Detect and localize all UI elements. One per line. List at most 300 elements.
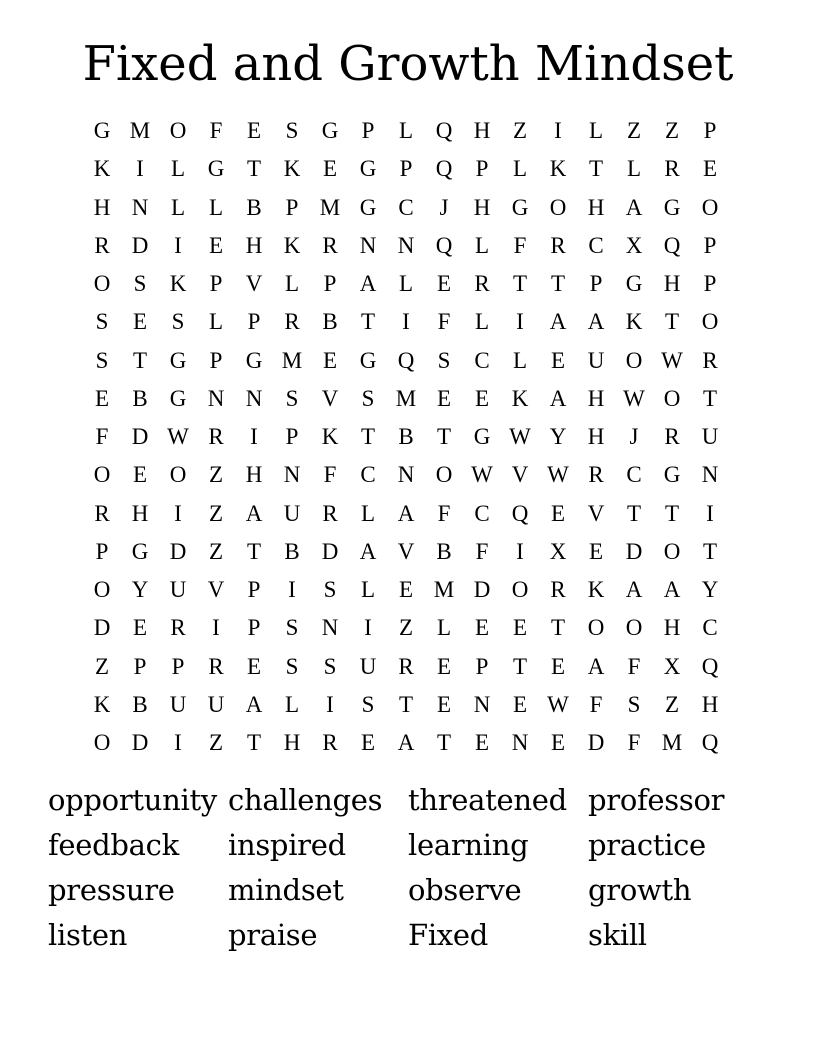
grid-letter: V <box>511 462 529 488</box>
grid-letter: F <box>475 538 489 564</box>
grid-letter: K <box>93 156 111 182</box>
grid-letter: G <box>93 118 111 144</box>
grid-letter: R <box>398 653 414 679</box>
grid-letter: O <box>93 462 111 488</box>
grid-letter: E <box>436 653 452 679</box>
grid-letter: O <box>625 347 643 373</box>
grid-letter: T <box>398 691 414 717</box>
grid-letter: P <box>589 271 603 297</box>
grid-letter: F <box>513 232 527 258</box>
grid-letter: D <box>587 730 605 756</box>
grid-letter: K <box>169 271 187 297</box>
grid-letter: M <box>433 577 455 603</box>
grid-letter: P <box>247 309 261 335</box>
grid-letter: L <box>284 691 300 717</box>
grid-letter: Q <box>397 347 415 373</box>
grid-letter: W <box>509 424 531 450</box>
grid-letter: A <box>397 500 415 526</box>
grid-letter: D <box>131 730 149 756</box>
grid-letter: P <box>133 653 147 679</box>
grid-letter: A <box>359 271 377 297</box>
grid-letter: G <box>359 347 377 373</box>
grid-letter: O <box>663 538 681 564</box>
word-list-item: observe <box>408 873 522 907</box>
grid-letter: G <box>321 118 339 144</box>
grid-letter: L <box>588 118 604 144</box>
grid-letter: Z <box>626 118 642 144</box>
grid-letter: L <box>474 232 490 258</box>
word-list-item: threatened <box>408 783 567 817</box>
grid-letter: P <box>285 424 299 450</box>
grid-letter: S <box>285 118 299 144</box>
grid-letter: Q <box>701 653 719 679</box>
grid-letter: P <box>247 615 261 641</box>
grid-letter: L <box>284 271 300 297</box>
word-list-item: listen <box>48 918 128 952</box>
grid-letter: S <box>95 309 109 335</box>
grid-letter: T <box>132 347 148 373</box>
grid-letter: B <box>398 424 414 450</box>
grid-letter: U <box>587 347 605 373</box>
grid-letter: O <box>435 462 453 488</box>
grid-letter: G <box>359 156 377 182</box>
grid-letter: S <box>285 615 299 641</box>
grid-letter: R <box>550 577 566 603</box>
grid-letter: C <box>588 232 604 258</box>
grid-letter: Y <box>701 577 719 603</box>
grid-letter: X <box>625 232 643 258</box>
grid-letter: Z <box>512 118 528 144</box>
grid-letter: E <box>474 385 490 411</box>
grid-letter: L <box>170 156 186 182</box>
grid-letter: P <box>209 347 223 373</box>
word-list-item: professor <box>588 783 725 817</box>
grid-letter: P <box>703 232 717 258</box>
grid-letter: H <box>473 194 491 220</box>
grid-letter: E <box>322 156 338 182</box>
grid-letter: P <box>209 271 223 297</box>
grid-letter: I <box>326 691 334 717</box>
grid-letter: A <box>245 691 263 717</box>
grid-letter: P <box>285 194 299 220</box>
grid-letter: O <box>169 118 187 144</box>
grid-letter: Q <box>663 232 681 258</box>
grid-letter: Q <box>435 156 453 182</box>
grid-letter: H <box>701 691 719 717</box>
grid-letter: N <box>701 462 719 488</box>
grid-letter: E <box>94 385 110 411</box>
grid-letter: K <box>625 309 643 335</box>
grid-letter: I <box>212 615 220 641</box>
grid-letter: W <box>471 462 493 488</box>
grid-letter: A <box>359 538 377 564</box>
grid-letter: H <box>587 194 605 220</box>
grid-letter: R <box>664 424 680 450</box>
grid-letter: T <box>360 424 376 450</box>
grid-letter: O <box>701 309 719 335</box>
grid-letter: S <box>361 691 375 717</box>
grid-letter: T <box>550 615 566 641</box>
grid-letter: H <box>663 615 681 641</box>
grid-letter: G <box>663 462 681 488</box>
grid-letter: S <box>95 347 109 373</box>
grid-letter: A <box>625 577 643 603</box>
grid-letter: V <box>587 500 605 526</box>
grid-letter: T <box>512 271 528 297</box>
grid-letter: K <box>283 232 301 258</box>
grid-letter: C <box>626 462 642 488</box>
grid-letter: L <box>208 194 224 220</box>
grid-letter: A <box>549 385 567 411</box>
word-list-item: growth <box>588 873 692 907</box>
grid-letter: D <box>131 232 149 258</box>
grid-letter: F <box>95 424 109 450</box>
grid-letter: R <box>208 653 224 679</box>
grid-letter: T <box>436 730 452 756</box>
grid-letter: A <box>397 730 415 756</box>
grid-letter: I <box>554 118 562 144</box>
grid-letter: O <box>625 615 643 641</box>
grid-letter: Q <box>511 500 529 526</box>
grid-letter: W <box>547 691 569 717</box>
grid-letter: O <box>511 577 529 603</box>
grid-letter: E <box>550 500 566 526</box>
word-list-item: feedback <box>48 828 179 862</box>
grid-letter: L <box>512 156 528 182</box>
grid-letter: E <box>246 653 262 679</box>
grid-letter: G <box>511 194 529 220</box>
grid-letter: M <box>129 118 151 144</box>
grid-letter: E <box>474 730 490 756</box>
page-title: Fixed and Growth Mindset <box>82 36 734 92</box>
grid-letter: H <box>245 232 263 258</box>
grid-letter: D <box>169 538 187 564</box>
grid-letter: A <box>587 309 605 335</box>
grid-letter: C <box>360 462 376 488</box>
grid-letter: G <box>473 424 491 450</box>
grid-letter: S <box>323 577 337 603</box>
grid-letter: D <box>93 615 111 641</box>
grid-letter: Z <box>94 653 110 679</box>
grid-letter: V <box>207 577 225 603</box>
grid-letter: B <box>436 538 452 564</box>
grid-letter: I <box>402 309 410 335</box>
grid-letter: R <box>94 500 110 526</box>
grid-letter: K <box>321 424 339 450</box>
grid-letter: P <box>475 653 489 679</box>
grid-letter: R <box>550 232 566 258</box>
grid-letter: L <box>626 156 642 182</box>
grid-letter: A <box>587 653 605 679</box>
word-list-item: praise <box>228 918 318 952</box>
grid-letter: N <box>473 691 491 717</box>
grid-letter: G <box>245 347 263 373</box>
grid-letter: F <box>627 653 641 679</box>
grid-letter: A <box>549 309 567 335</box>
grid-letter: P <box>703 271 717 297</box>
grid-letter: O <box>549 194 567 220</box>
grid-letter: H <box>663 271 681 297</box>
grid-letter: H <box>131 500 149 526</box>
grid-letter: Z <box>664 691 680 717</box>
grid-letter: Q <box>435 118 453 144</box>
grid-letter: R <box>94 232 110 258</box>
grid-letter: E <box>436 691 452 717</box>
grid-letter: T <box>512 653 528 679</box>
grid-letter: J <box>629 424 639 450</box>
grid-letter: F <box>437 500 451 526</box>
grid-letter: I <box>516 309 524 335</box>
grid-letter: H <box>587 385 605 411</box>
grid-letter: T <box>360 309 376 335</box>
grid-letter: B <box>246 194 262 220</box>
grid-letter: I <box>250 424 258 450</box>
grid-letter: M <box>281 347 303 373</box>
grid-letter: L <box>474 309 490 335</box>
grid-letter: N <box>359 232 377 258</box>
grid-letter: T <box>702 538 718 564</box>
grid-letter: N <box>397 462 415 488</box>
grid-letter: S <box>171 309 185 335</box>
grid-letter: I <box>364 615 372 641</box>
grid-letter: E <box>436 271 452 297</box>
grid-letter: U <box>169 691 187 717</box>
grid-letter: H <box>245 462 263 488</box>
grid-letter: I <box>174 730 182 756</box>
grid-letter: G <box>131 538 149 564</box>
grid-letter: V <box>397 538 415 564</box>
grid-letter: E <box>588 538 604 564</box>
grid-letter: T <box>246 730 262 756</box>
grid-letter: F <box>589 691 603 717</box>
grid-letter: N <box>131 194 149 220</box>
grid-letter: P <box>247 577 261 603</box>
grid-letter: O <box>169 462 187 488</box>
grid-letter: W <box>661 347 683 373</box>
grid-letter: L <box>360 577 376 603</box>
grid-letter: D <box>473 577 491 603</box>
grid-letter: Q <box>435 232 453 258</box>
grid-letter: P <box>95 538 109 564</box>
grid-letter: H <box>587 424 605 450</box>
grid-letter: E <box>550 730 566 756</box>
grid-letter: I <box>516 538 524 564</box>
word-list-item: skill <box>588 918 647 952</box>
grid-letter: T <box>246 156 262 182</box>
grid-letter: H <box>473 118 491 144</box>
grid-letter: B <box>322 309 338 335</box>
grid-letter: R <box>588 462 604 488</box>
grid-letter: S <box>437 347 451 373</box>
grid-letter: E <box>246 118 262 144</box>
grid-letter: G <box>625 271 643 297</box>
grid-letter: M <box>319 194 341 220</box>
grid-letter: I <box>136 156 144 182</box>
grid-letter: D <box>625 538 643 564</box>
grid-letter: H <box>283 730 301 756</box>
grid-letter: G <box>663 194 681 220</box>
grid-letter: V <box>321 385 339 411</box>
grid-letter: I <box>174 500 182 526</box>
grid-letter: H <box>93 194 111 220</box>
letter-grid <box>83 112 729 762</box>
grid-letter: R <box>474 271 490 297</box>
grid-letter: T <box>246 538 262 564</box>
grid-letter: E <box>550 347 566 373</box>
grid-letter: P <box>171 653 185 679</box>
grid-letter: F <box>323 462 337 488</box>
grid-letter: R <box>322 730 338 756</box>
grid-letter: N <box>245 385 263 411</box>
grid-letter: B <box>284 538 300 564</box>
grid-letter: U <box>701 424 719 450</box>
grid-letter: Z <box>208 462 224 488</box>
grid-letter: K <box>93 691 111 717</box>
grid-letter: E <box>322 347 338 373</box>
grid-letter: A <box>245 500 263 526</box>
grid-letter: O <box>587 615 605 641</box>
grid-letter: T <box>664 309 680 335</box>
grid-letter: C <box>474 500 490 526</box>
grid-letter: P <box>703 118 717 144</box>
grid-letter: O <box>93 271 111 297</box>
grid-letter: S <box>133 271 147 297</box>
grid-letter: T <box>550 271 566 297</box>
grid-letter: A <box>663 577 681 603</box>
grid-letter: J <box>439 194 449 220</box>
grid-letter: I <box>174 232 182 258</box>
grid-letter: R <box>170 615 186 641</box>
word-list-item: learning <box>408 828 529 862</box>
grid-letter: W <box>623 385 645 411</box>
grid-letter: O <box>93 577 111 603</box>
grid-letter: B <box>132 385 148 411</box>
grid-letter: E <box>512 615 528 641</box>
grid-letter: M <box>661 730 683 756</box>
grid-letter: S <box>361 385 375 411</box>
grid-letter: N <box>397 232 415 258</box>
grid-letter: T <box>588 156 604 182</box>
word-list <box>48 778 768 958</box>
word-list-item: mindset <box>228 873 344 907</box>
grid-letter: T <box>702 385 718 411</box>
grid-letter: G <box>169 347 187 373</box>
grid-letter: C <box>398 194 414 220</box>
word-list-item: practice <box>588 828 706 862</box>
grid-letter: N <box>321 615 339 641</box>
grid-letter: R <box>322 500 338 526</box>
grid-letter: X <box>663 653 681 679</box>
grid-letter: L <box>170 194 186 220</box>
grid-letter: E <box>436 385 452 411</box>
grid-letter: K <box>549 156 567 182</box>
grid-letter: I <box>706 500 714 526</box>
grid-letter: P <box>399 156 413 182</box>
grid-letter: S <box>627 691 641 717</box>
grid-letter: T <box>664 500 680 526</box>
grid-letter: Z <box>208 500 224 526</box>
word-list-item: pressure <box>48 873 175 907</box>
word-list-item: opportunity <box>48 783 217 817</box>
grid-letter: F <box>209 118 223 144</box>
grid-letter: Y <box>131 577 149 603</box>
word-list-item: inspired <box>228 828 346 862</box>
grid-letter: Z <box>664 118 680 144</box>
grid-letter: K <box>283 156 301 182</box>
grid-letter: P <box>475 156 489 182</box>
grid-letter: L <box>398 118 414 144</box>
grid-letter: M <box>395 385 417 411</box>
grid-letter: T <box>436 424 452 450</box>
grid-letter: L <box>360 500 376 526</box>
grid-letter: Q <box>701 730 719 756</box>
grid-letter: U <box>207 691 225 717</box>
grid-letter: L <box>436 615 452 641</box>
word-list-item: Fixed <box>408 918 488 952</box>
grid-letter: C <box>702 615 718 641</box>
grid-letter: E <box>398 577 414 603</box>
grid-letter: I <box>288 577 296 603</box>
grid-letter: O <box>701 194 719 220</box>
grid-letter: G <box>169 385 187 411</box>
grid-letter: F <box>437 309 451 335</box>
grid-letter: K <box>511 385 529 411</box>
grid-letter: E <box>702 156 718 182</box>
grid-letter: A <box>625 194 643 220</box>
grid-letter: Z <box>208 538 224 564</box>
grid-letter: G <box>359 194 377 220</box>
grid-letter: S <box>285 385 299 411</box>
grid-letter: D <box>131 424 149 450</box>
grid-letter: U <box>283 500 301 526</box>
word-list-item: challenges <box>228 783 383 817</box>
grid-letter: N <box>283 462 301 488</box>
grid-letter: E <box>132 615 148 641</box>
grid-letter: Z <box>208 730 224 756</box>
grid-letter: E <box>132 309 148 335</box>
grid-letter: U <box>359 653 377 679</box>
grid-letter: C <box>474 347 490 373</box>
grid-letter: R <box>664 156 680 182</box>
grid-letter: X <box>549 538 567 564</box>
grid-letter: L <box>208 309 224 335</box>
grid-letter: G <box>207 156 225 182</box>
grid-letter: E <box>132 462 148 488</box>
grid-letter: Y <box>549 424 567 450</box>
grid-letter: E <box>208 232 224 258</box>
grid-letter: N <box>207 385 225 411</box>
grid-letter: U <box>169 577 187 603</box>
grid-letter: E <box>360 730 376 756</box>
grid-letter: F <box>627 730 641 756</box>
grid-letter: O <box>663 385 681 411</box>
grid-letter: R <box>284 309 300 335</box>
grid-letter: S <box>285 653 299 679</box>
grid-letter: L <box>512 347 528 373</box>
grid-letter: N <box>511 730 529 756</box>
grid-letter: E <box>550 653 566 679</box>
grid-letter: R <box>702 347 718 373</box>
grid-letter: W <box>167 424 189 450</box>
grid-letter: Z <box>398 615 414 641</box>
grid-letter: O <box>93 730 111 756</box>
grid-letter: E <box>474 615 490 641</box>
grid-letter: P <box>323 271 337 297</box>
grid-letter: K <box>587 577 605 603</box>
grid-letter: V <box>245 271 263 297</box>
grid-letter: R <box>208 424 224 450</box>
grid-letter: E <box>512 691 528 717</box>
